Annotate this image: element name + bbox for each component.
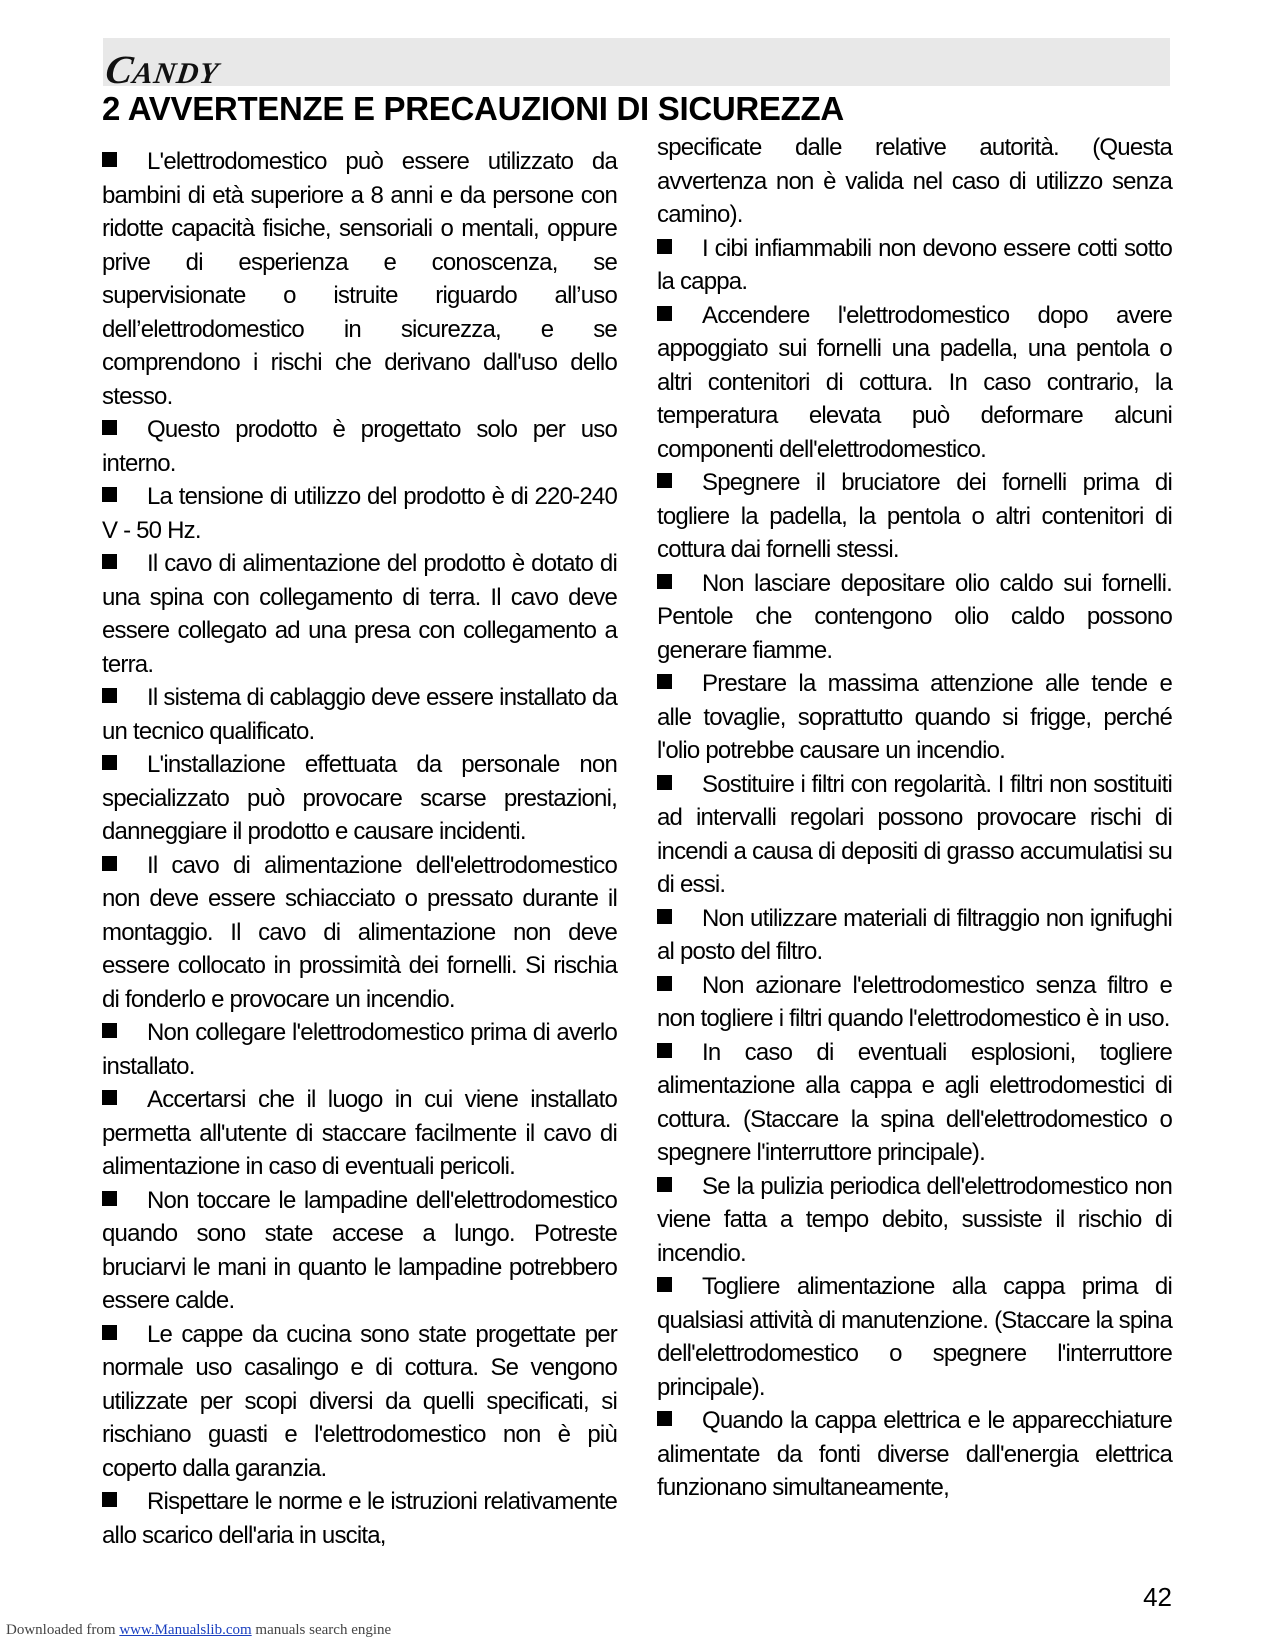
warning-item: L'installazione effettuata da personale non specializzato può provocare scarse prestazioni, danneggiare il prodotto e causare incidenti. (102, 748, 617, 849)
warning-item: Rispettare le norme e le istruzioni relativamente allo scarico dell'aria in uscita, (102, 1485, 617, 1552)
warning-item: Non lasciare depositare olio caldo sui fornelli. Pentole che contengono olio caldo possono generare fiamme. (657, 567, 1172, 668)
warning-item: Sostituire i filtri con regolarità. I filtri non sostituiti ad intervalli regolari possono provocare rischi di incendi a causa di depositi di grasso accumulatisi su di essi. (657, 768, 1172, 902)
warning-item: La tensione di utilizzo del prodotto è di 220-240 V - 50 Hz. (102, 480, 617, 547)
footer-prefix: Downloaded from (6, 1622, 120, 1638)
warning-item: Se la pulizia periodica dell'elettrodomestico non viene fatta a tempo debito, sussiste il rischio di incendio. (657, 1170, 1172, 1271)
warning-item: Il cavo di alimentazione del prodotto è dotato di una spina con collegamento di terra. Il cavo deve essere collegato ad una presa con collegamento a terra. (102, 547, 617, 681)
left-column (102, 145, 617, 1552)
warning-continuation: specificate dalle relative autorità. (Questa avvertenza non è valida nel caso di utilizzo senza camino). (657, 134, 1172, 228)
warning-item: Prestare la massima attenzione alle tende e alle tovaglie, soprattutto quando si frigge, perché l'olio potrebbe causare un incendio. (657, 667, 1172, 768)
page-number: 42 (1143, 1582, 1172, 1612)
warning-item: Non toccare le lampadine dell'elettrodomestico quando sono state accese a lungo. Potreste bruciarvi le mani in quanto le lampadine potrebbero essere calde. (102, 1184, 617, 1318)
warning-item: Il sistema di cablaggio deve essere installato da un tecnico qualificato. (102, 681, 617, 748)
header-band (103, 38, 1170, 86)
warning-item: Spegnere il bruciatore dei fornelli prima di togliere la padella, la pentola o altri contenitori di cottura dai fornelli stessi. (657, 466, 1172, 567)
warning-item: Togliere alimentazione alla cappa prima di qualsiasi attività di manutenzione. (Staccare la spina dell'elettrodomestico o spegnere l'interruttore principale). (657, 1270, 1172, 1404)
footer-suffix: manuals search engine (251, 1622, 392, 1638)
manualslib-link[interactable]: www.Manualslib.com (119, 1622, 252, 1638)
warning-item: I cibi infiammabili non devono essere cotti sotto la cappa. (657, 232, 1172, 299)
warning-item: In caso di eventuali esplosioni, togliere alimentazione alla cappa e agli elettrodomestici di cottura. (Staccare la spina dell'elettrodomestico o spegnere l'interruttore principale). (657, 1036, 1172, 1170)
warning-item: Non azionare l'elettrodomestico senza filtro e non togliere i filtri quando l'elettrodomestico è in uso. (657, 969, 1172, 1036)
warning-item: Accertarsi che il luogo in cui viene installato permetta all'utente di staccare facilmente il cavo di alimentazione in caso di eventuali pericoli. (102, 1083, 617, 1184)
warning-item: Non collegare l'elettrodomestico prima di averlo installato. (102, 1016, 617, 1083)
section-title: 2 AVVERTENZE E PRECAUZIONI DI SICUREZZA (102, 90, 844, 127)
brand-logo: CANDY (102, 47, 222, 92)
download-footer (6, 1622, 391, 1639)
warning-item: Non utilizzare materiali di filtraggio non ignifughi al posto del filtro. (657, 902, 1172, 969)
warning-item: L'elettrodomestico può essere utilizzato da bambini di età superiore a 8 anni e da persone con ridotte capacità fisiche, sensoriali o mentali, oppure prive di esperienza e conoscenza, se supervisionate o istruite riguardo all’uso dell’elettrodomestico in sicurezza, e se comprendono i rischi che derivano dall'uso dello stesso. (102, 145, 617, 413)
warning-item: Quando la cappa elettrica e le apparecchiature alimentate da fonti diverse dall'energia elettrica funzionano simultaneamente, (657, 1404, 1172, 1505)
warning-item: Il cavo di alimentazione dell'elettrodomestico non deve essere schiacciato o pressato durante il montaggio. Il cavo di alimentazione non deve essere collocato in prossimità dei fornelli. Si rischia di fonderlo e provocare un incendio. (102, 849, 617, 1017)
warning-item: Accendere l'elettrodomestico dopo avere appoggiato sui fornelli una padella, una pentola o altri contenitori di cottura. In caso contrario, la temperatura elevata può deformare alcuni componenti dell'elettrodomestico. (657, 299, 1172, 467)
warning-item: Questo prodotto è progettato solo per uso interno. (102, 413, 617, 480)
warning-item: Le cappe da cucina sono state progettate per normale uso casalingo e di cottura. Se vengono utilizzate per scopi diversi da quelli specificati, si rischiano guasti e l'elettrodomestico non è più coperto dalla garanzia. (102, 1318, 617, 1486)
right-column (657, 131, 1172, 1505)
